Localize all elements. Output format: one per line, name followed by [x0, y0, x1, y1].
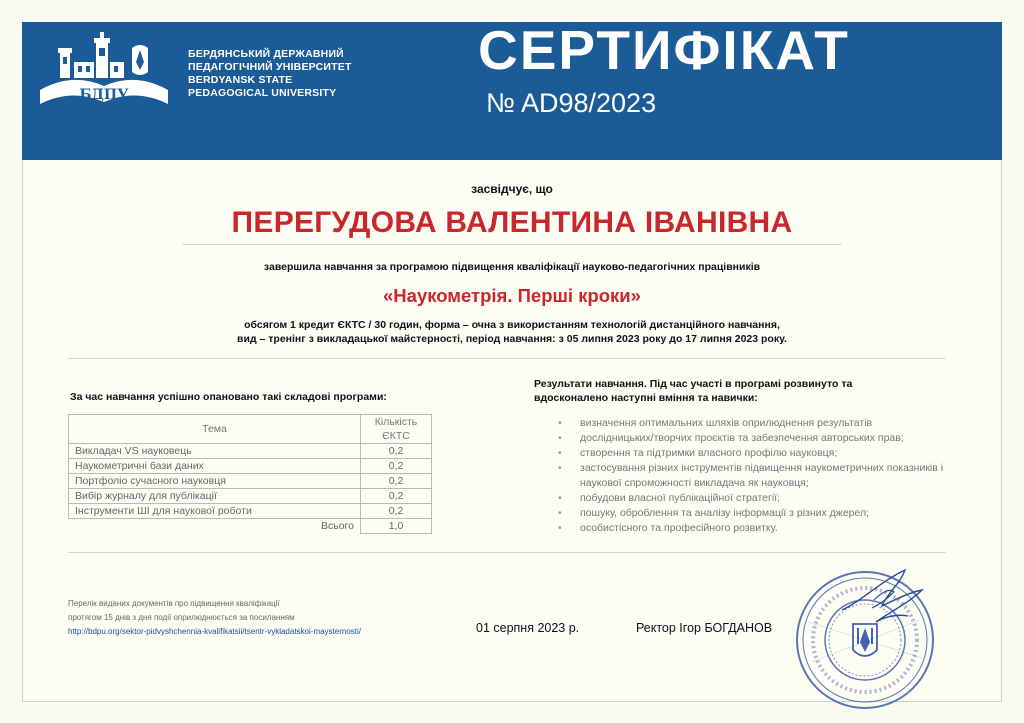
- module-topic: Портфоліо сучасного науковця: [69, 474, 361, 489]
- completed-text: завершила навчання за програмою підвищення кваліфікації науково-педагогічних працівників: [263, 261, 761, 273]
- module-credits: 0,2: [361, 489, 432, 504]
- results-heading: [534, 377, 852, 405]
- table-row: [69, 504, 432, 519]
- university-logo-icon: [40, 32, 168, 106]
- module-credits: 0,2: [361, 474, 432, 489]
- list-item: • побудови власної публікаційної стратегії;: [558, 491, 970, 506]
- list-item: • визначення оптимальних шляхів оприлюднення результатів: [558, 416, 970, 431]
- module-topic: Інструменти ШІ для наукової роботи: [69, 504, 361, 519]
- issue-date: 01 серпня 2023 р.: [476, 621, 580, 635]
- footnote-line-2: протягом 15 днів з дня події оприлюднюється за посиланням: [68, 613, 295, 622]
- list-item: • створення та підтримки власного профілю науковця;: [558, 446, 970, 461]
- results-heading-line-2: вдосконалено наступні вміння та навички:: [534, 392, 758, 404]
- university-name-ua-2: ПЕДАГОГІЧНИЙ УНІВЕРСИТЕТ: [188, 61, 352, 73]
- modules-col-credits-line-2: ЄКТС: [382, 430, 410, 442]
- university-name: [188, 48, 352, 100]
- list-item: • пошуку, оброблення та аналізу інформації з різних джерел;: [558, 506, 970, 521]
- certificate-title: СЕРТИФІКАТ: [478, 19, 850, 81]
- modules-heading: За час навчання успішно опановано такі складові програми:: [70, 391, 387, 403]
- table-total-row: [69, 519, 432, 534]
- footnote-line-1: Перелік виданих документів про підвищення кваліфікації: [68, 599, 280, 608]
- rector-signature-line: Ректор Ігор БОГДАНОВ: [636, 621, 773, 635]
- university-name-en-1: BERDYANSK STATE: [188, 74, 293, 86]
- modules-header-row: [69, 415, 432, 444]
- table-row: [69, 444, 432, 459]
- results-list: [558, 416, 970, 536]
- module-credits: 0,2: [361, 459, 432, 474]
- certifies-text: засвідчує, що: [471, 182, 553, 196]
- university-seal-icon: [790, 562, 950, 712]
- module-topic: Наукометричні бази даних: [69, 459, 361, 474]
- module-topic: Викладач VS науковець: [69, 444, 361, 459]
- university-name-en-2: PEDAGOGICAL UNIVERSITY: [188, 87, 337, 99]
- footnote: [68, 597, 361, 639]
- divider-top: [68, 358, 946, 359]
- logo-text: БДПУ: [79, 87, 129, 103]
- total-label: Всього: [320, 520, 354, 533]
- module-topic: Вибір журналу для публікації: [69, 489, 361, 504]
- table-row: [69, 474, 432, 489]
- module-credits: 0,2: [361, 504, 432, 519]
- list-item: • застосування різних інструментів підвищення наукометричних показників і наукової спроможності викладача як науковця;: [558, 461, 970, 491]
- name-underline: [182, 244, 842, 245]
- registry-link[interactable]: http://bdpu.org/sektor-pidvyshchennia-kvalifikatsii/tsentr-vykladatskoi-maysternosti/: [68, 627, 362, 636]
- modules-col-credits-line-1: Кількість: [374, 416, 418, 428]
- table-row: [69, 459, 432, 474]
- course-volume: [0, 318, 1024, 346]
- table-row: [69, 489, 432, 504]
- recipient-name: ПЕРЕГУДОВА ВАЛЕНТИНА ІВАНІВНА: [231, 206, 793, 239]
- list-item: • дослідницьких/творчих проєктів та забезпечення авторських прав;: [558, 431, 970, 446]
- course-volume-line-2: вид – тренінг з викладацької майстерності, період навчання: з 05 липня 2023 року до 17 липня 2023 року.: [237, 333, 787, 345]
- results-heading-line-1: Результати навчання. Під час участі в програмі розвинуто та: [534, 378, 853, 390]
- divider-bottom: [68, 552, 946, 553]
- list-item: • особистісного та професійного розвитку.: [558, 521, 970, 536]
- university-name-ua-1: БЕРДЯНСЬКИЙ ДЕРЖАВНИЙ: [188, 48, 344, 60]
- modules-table: [68, 414, 432, 534]
- certificate-number: № AD98/2023: [486, 88, 657, 118]
- total-value: 1,0: [361, 519, 432, 534]
- course-volume-line-1: обсягом 1 кредит ЄКТС / 30 годин, форма – очна з використанням технологій дистанційного навчання,: [244, 319, 780, 331]
- modules-col-credits: [361, 415, 432, 444]
- modules-col-topic: Тема: [69, 415, 361, 444]
- course-title: «Наукометрія. Перші кроки»: [383, 285, 641, 306]
- module-credits: 0,2: [361, 444, 432, 459]
